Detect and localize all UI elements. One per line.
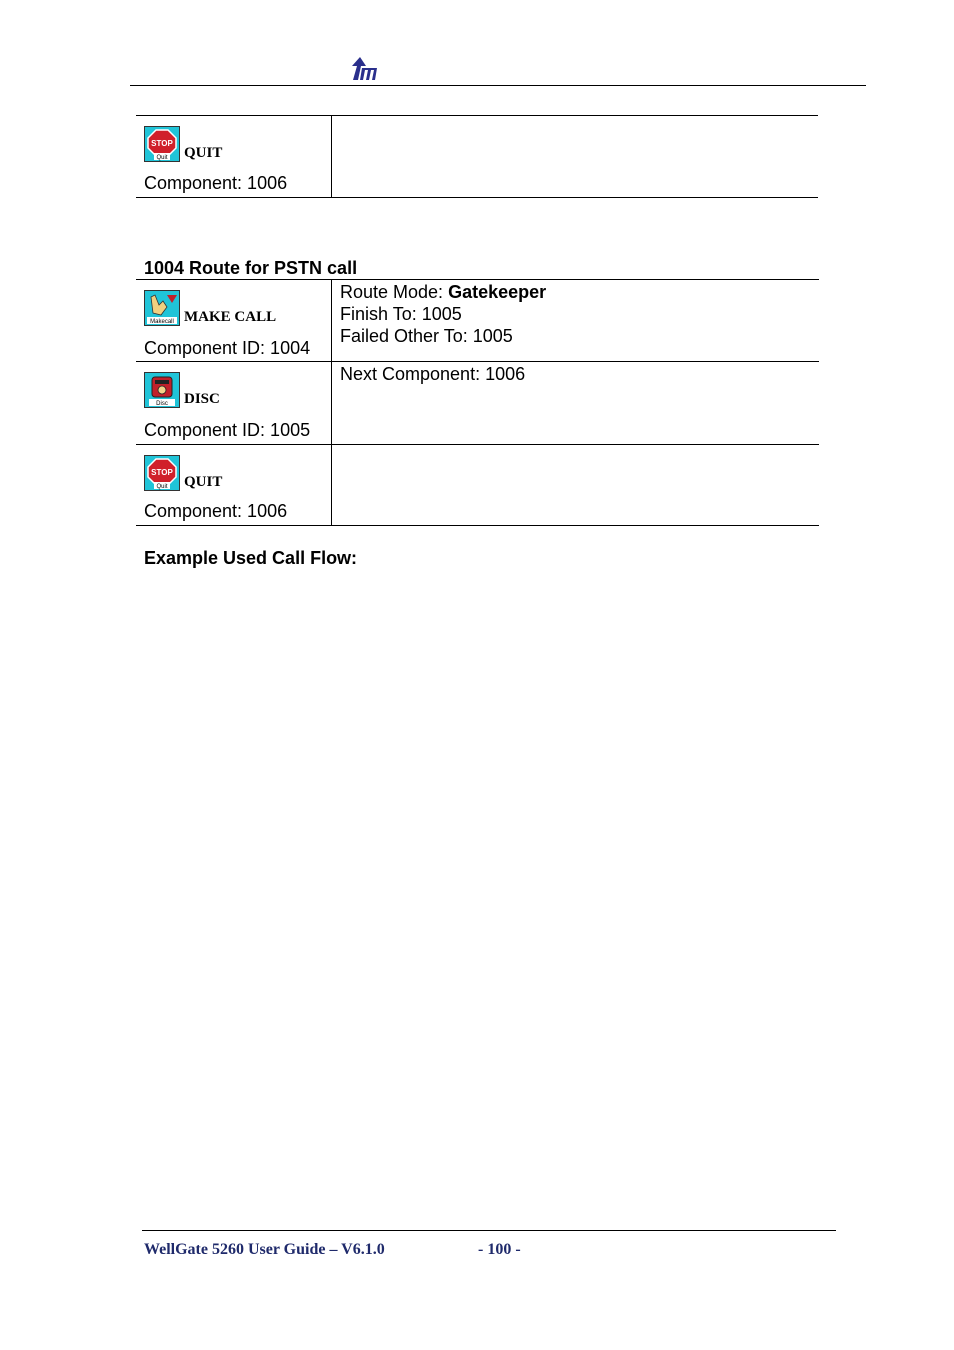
icon-sub-text: Quit	[156, 484, 168, 490]
make-call-icon	[144, 290, 180, 326]
component-table-2	[136, 279, 819, 526]
quit-stop-icon	[144, 126, 180, 162]
next-component: Next Component: 1006	[340, 364, 526, 384]
footer-doc-title: WellGate 5260 User Guide – V6.1.0	[144, 1241, 385, 1258]
component-type-label: MAKE CALL	[184, 309, 277, 325]
finish-to: Finish To: 1005	[340, 304, 462, 324]
component-table-1	[136, 115, 818, 198]
table-row	[136, 280, 819, 362]
route-mode-value: Gatekeeper	[448, 282, 547, 302]
component-id: Component: 1006	[144, 501, 288, 521]
route-mode-line: Route Mode: Gatekeeper	[340, 282, 547, 302]
icon-sub-text: Makecall	[150, 319, 174, 325]
section-title: 1004 Route for PSTN call	[144, 258, 358, 278]
icon-stop-text: STOP	[151, 468, 173, 477]
component-type-label: QUIT	[184, 474, 223, 490]
component-type-label: QUIT	[184, 145, 223, 161]
icon-sub-text: Quit	[156, 155, 168, 161]
company-logo-icon	[349, 56, 379, 82]
component-id: Component ID: 1005	[144, 420, 311, 440]
icon-sub-text: Disc	[156, 401, 168, 407]
table-row	[136, 362, 819, 445]
footer-rule	[142, 1230, 836, 1231]
component-id: Component ID: 1004	[144, 338, 311, 358]
footer-page-number: - 100 -	[478, 1241, 521, 1258]
table-row	[136, 116, 818, 198]
component-details-empty	[332, 445, 820, 526]
quit-stop-icon	[144, 455, 180, 491]
disc-phone-icon	[144, 372, 180, 408]
component-id: Component: 1006	[144, 173, 288, 193]
table-row	[136, 445, 819, 526]
header-rule	[130, 85, 866, 86]
example-title: Example Used Call Flow:	[144, 548, 358, 568]
component-details-empty	[332, 116, 819, 198]
icon-stop-text: STOP	[151, 139, 173, 148]
failed-other-to: Failed Other To: 1005	[340, 326, 513, 346]
component-type-label: DISC	[184, 391, 220, 407]
